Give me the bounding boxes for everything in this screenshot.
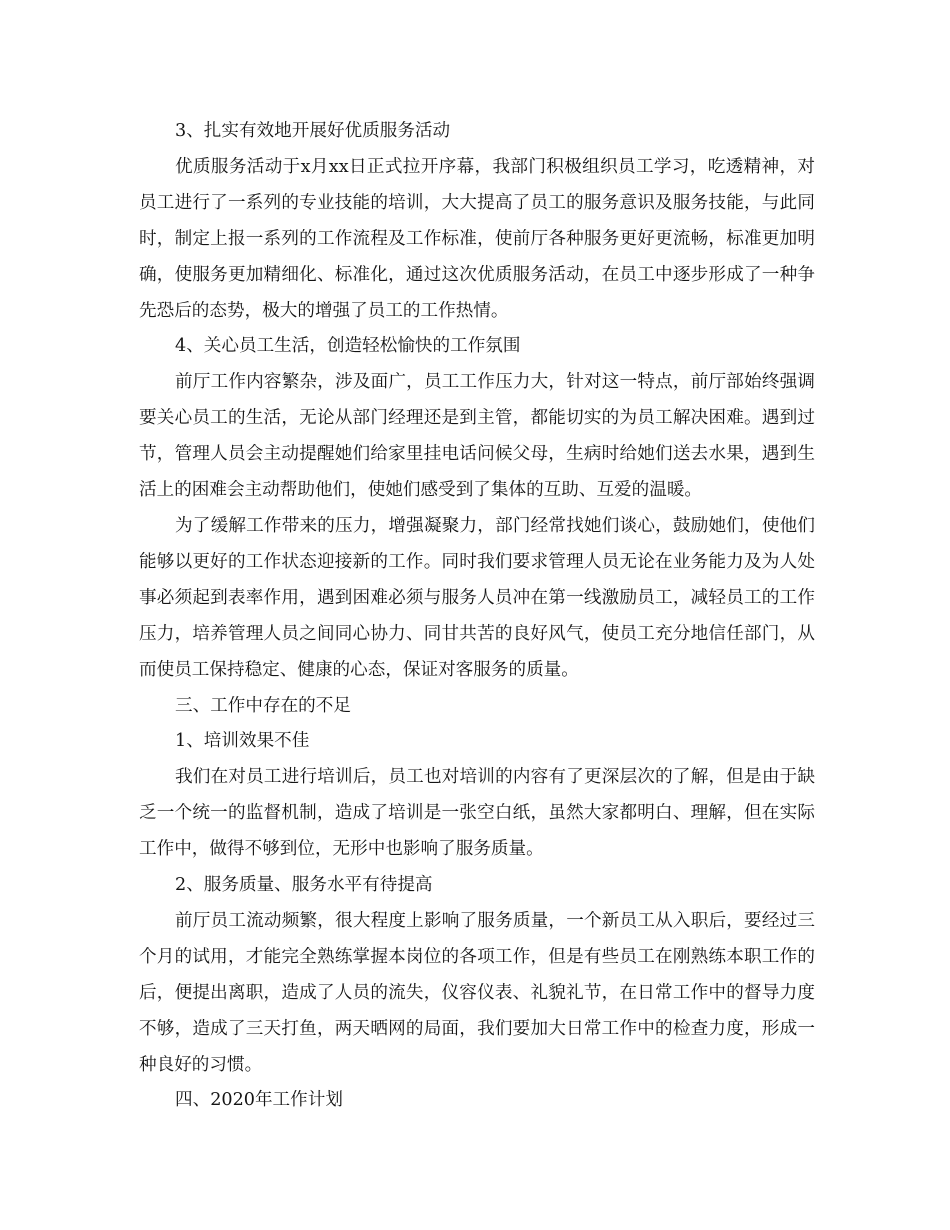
section-heading-shortcomings: 三、工作中存在的不足: [175, 695, 351, 716]
body-paragraph: 优质服务活动于x月xx日正式拉开序幕，我部门积极组织员工学习，吃透精神，对员工进行了一系列的专业技能的培训，大大提高了员工的服务意识及服务技能，与此同时，制定上报一系列的工作流程及工作标准，使前厅各种服务更好更流畅，标准更加明确，使服务更加精细化、标准化，通过这次优质服务活动，在员工中逐步形成了一种争先恐后的态势，极大的增强了员工的工作热情。: [139, 156, 815, 321]
subsection-heading-training: 1、培训效果不佳: [175, 731, 310, 752]
subsection-heading-employee-care: 4、关心员工生活，创造轻松愉快的工作氛围: [175, 336, 521, 357]
body-paragraph: 前厅工作内容繁杂，涉及面广，员工工作压力大，针对这一特点，前厅部始终强调要关心员工的生活，无论从部门经理还是到主管，都能切实的为员工解决困难。遇到过节，管理人员会主动提醒她们给家里挂电话问候父母，生病时给她们送去水果，遇到生活上的困难会主动帮助他们，使她们感受到了集体的互助、互爱的温暖。: [139, 372, 815, 501]
subsection-heading-service-activity: 3、扎实有效地开展好优质服务活动: [175, 121, 451, 141]
subsection-heading-service-quality: 2、服务质量、服务水平有待提高: [175, 875, 433, 896]
body-paragraph: 前厅员工流动频繁，很大程度上影响了服务质量，一个新员工从入职后，要经过三个月的试用，才能完全熟练掌握本岗位的各项工作，但是有些员工在刚熟练本职工作的后，便提出离职，造成了人员的流失，仪容仪表、礼貌礼节，在日常工作中的督导力度不够，造成了三天打鱼，两天晒网的局面，我们要加大日常工作中的检查力度，形成一种良好的习惯。: [139, 910, 815, 1075]
body-paragraph: 我们在对员工进行培训后，员工也对培训的内容有了更深层次的了解，但是由于缺乏一个统一的监督机制，造成了培训是一张空白纸，虽然大家都明白、理解，但在实际工作中，做得不够到位，无形中也影响了服务质量。: [139, 767, 815, 860]
document-body: [139, 114, 815, 1119]
section-heading-work-plan: 四、2020年工作计划: [175, 1090, 343, 1111]
body-paragraph: 为了缓解工作带来的压力，增强凝聚力，部门经常找她们谈心，鼓励她们，使他们能够以更好的工作状态迎接新的工作。同时我们要求管理人员无论在业务能力及为人处事必须起到表率作用，遇到困难必须与服务人员冲在第一线激励员工，减轻员工的工作压力，培养管理人员之间同心协力、同甘共苦的良好风气，使员工充分地信任部门，从而使员工保持稳定、健康的心态，保证对客服务的质量。: [139, 515, 815, 680]
